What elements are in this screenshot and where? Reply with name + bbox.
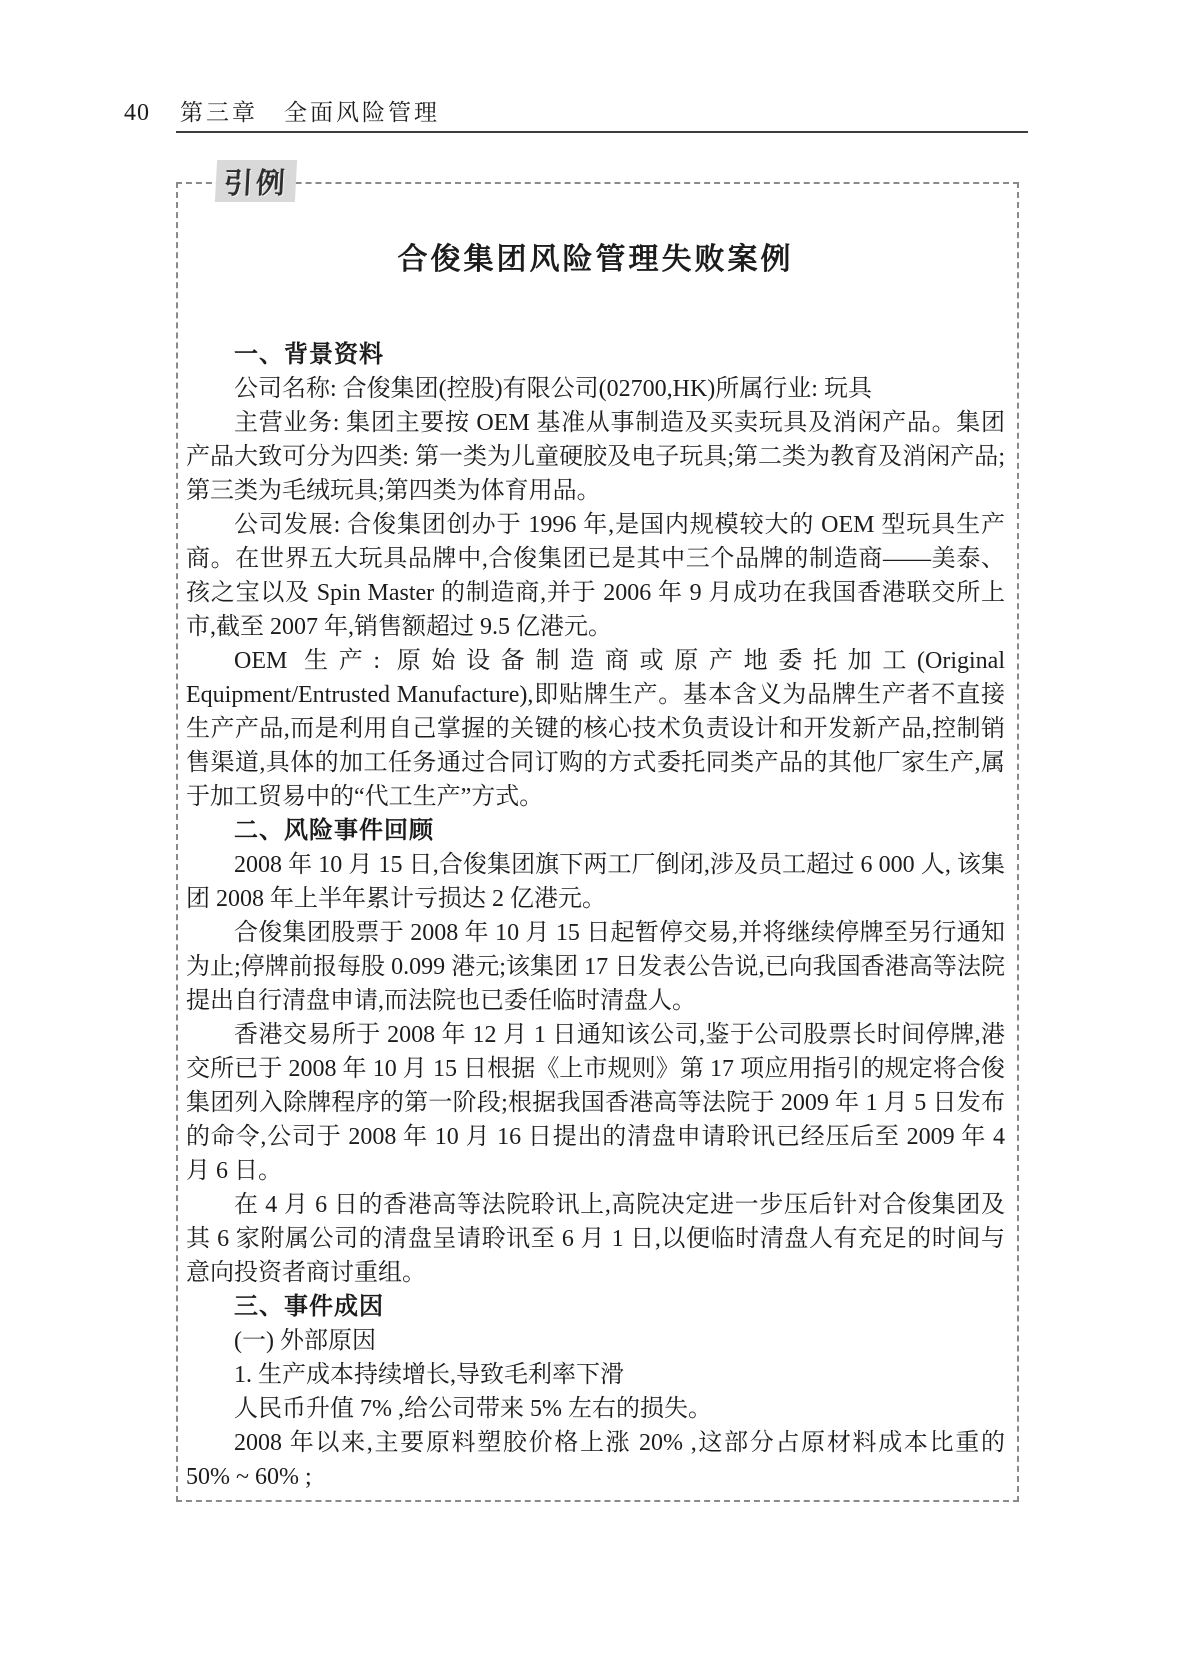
section-heading: 二、风险事件回顾 — [234, 817, 434, 844]
intro-example-label: 引例 — [215, 160, 297, 202]
paragraph: 人民币升值 7% ,给公司带来 5% 左右的损失。 — [234, 1396, 712, 1422]
paragraph: 在 4 月 6 日的香港高等法院聆讯上,高院决定进一步压后针对合俊集团及其 6 家附属公司的清盘呈请聆讯至 6 月 1 日,以便临时清盘人有充足的时间与意向投资者商讨重组。 — [186, 1192, 1005, 1286]
section-heading: 三、事件成因 — [234, 1293, 384, 1320]
paragraph: 主营业务: 集团主要按 OEM 基准从事制造及买卖玩具及消闲产品。集团产品大致可分为四类: 第一类为儿童硬胶及电子玩具;第二类为教育及消闲产品;第三类为毛绒玩具;第四类为体育用品。 — [186, 410, 1005, 504]
page-number: 40 — [124, 100, 150, 126]
header-rule — [176, 131, 1028, 133]
case-title: 合俊集团风险管理失败案例 — [397, 243, 794, 276]
paragraph: OEM 生产: 原始设备制造商或原产地委托加工(Original Equipment/Entrusted Manufacture),即贴牌生产。基本含义为品牌生产者不直接生产产品,而是利用自己掌握的关键的核心技术负责设计和开发新产品,控制销售渠道,具体的加工任务通过合同订购的方式委托同类产品的其他厂家生产,属于加工贸易中的“代工生产”方式。 — [186, 648, 1005, 810]
paragraph: 2008 年 10 月 15 日,合俊集团旗下两工厂倒闭,涉及员工超过 6 000 人, 该集团 2008 年上半年累计亏损达 2 亿港元。 — [186, 852, 1005, 912]
paragraph: (一) 外部原因 — [234, 1328, 376, 1354]
paragraph: 合俊集团股票于 2008 年 10 月 15 日起暂停交易,并将继续停牌至另行通知为止;停牌前报每股 0.099 港元;该集团 17 日发表公告说,已向我国香港高等法院提出自行清盘申请,而法院也已委任临时清盘人。 — [186, 920, 1005, 1014]
paragraph: 香港交易所于 2008 年 12 月 1 日通知该公司,鉴于公司股票长时间停牌,港交所已于 2008 年 10 月 15 日根据《上市规则》第 17 项应用指引的规定将合俊集团列入除牌程序的第一阶段;根据我国香港高等法院于 2009 年 1 月 5 日发布的命令,公司于 2008 年 10 月 16 日提出的清盘申请聆讯已经压后至 2009 年 4 月 6 日。 — [186, 1022, 1005, 1184]
page-header — [124, 94, 440, 127]
case-box — [176, 182, 1019, 1502]
chapter-title: 第三章 全面风险管理 — [180, 100, 440, 125]
paragraph: 1. 生产成本持续增长,导致毛利率下滑 — [234, 1362, 624, 1388]
section-heading: 一、背景资料 — [234, 341, 384, 368]
paragraph: 公司名称: 合俊集团(控股)有限公司(02700,HK)所属行业: 玩具 — [234, 376, 872, 402]
paragraph: 2008 年以来,主要原料塑胶价格上涨 20% ,这部分占原材料成本比重的 50% ~ 60% ; — [186, 1430, 1005, 1490]
paragraph: 公司发展: 合俊集团创办于 1996 年,是国内规模较大的 OEM 型玩具生产商。在世界五大玩具品牌中,合俊集团已是其中三个品牌的制造商——美泰、孩之宝以及 Spin Master 的制造商,并于 2006 年 9 月成功在我国香港联交所上市,截至 2007 年,销售额超过 9.5 亿港元。 — [186, 512, 1005, 640]
case-box-content — [186, 338, 1005, 1494]
